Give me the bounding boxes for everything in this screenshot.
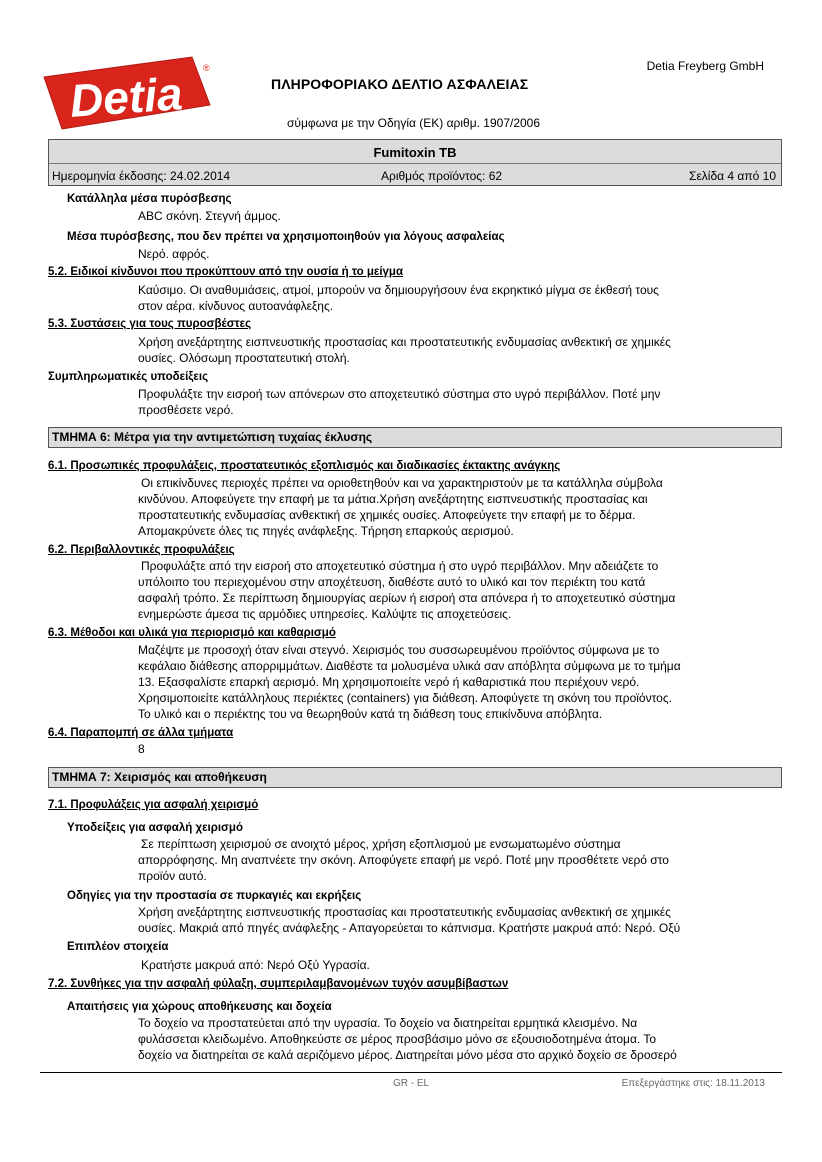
section-6-2-line: Προφυλάξτε από την εισροή στο αποχετευτικό σύστημα ή στο υγρό περιβάλλον. Μην αδειάζετε το	[141, 559, 659, 573]
svg-text:®: ®	[203, 63, 210, 73]
section-6-1-line: Οι επικίνδυνες περιοχές πρέπει να οριοθετηθούν και να χαρακτηριστούν με τα κατάλληλα σύμβολα	[141, 476, 663, 490]
page-number: Σελίδα 4 από 10	[689, 169, 776, 183]
section-6-4-text: 8	[138, 742, 145, 756]
section-7-2-heading: 7.2. Συνθήκες για την ασφαλή φύλαξη, συμπεριλαμβανομένων τυχόν ασυμβίβαστων	[48, 978, 509, 990]
section-5-2-heading: 5.2. Ειδικοί κίνδυνοι που προκύπτουν από την ουσία ή το μείγμα	[48, 266, 404, 278]
product-name: Fumitoxin TB	[373, 145, 457, 160]
section-5-3-line: ουσίες. Ολόσωμη προστατευτική στολή.	[138, 351, 350, 365]
section-6-title: ΤΜΗΜΑ 6: Μέτρα για την αντιμετώπιση τυχαίας έκλυσης	[48, 427, 782, 448]
svg-text:Detia: Detia	[68, 67, 185, 127]
section-6-3-line: Το υλικό και ο περιέκτης του να θεωρηθούν κατά τη διάθεση τους επικίνδυνα απόβλητα.	[138, 707, 603, 721]
product-number: Αριθμός προϊόντος: 62	[381, 169, 503, 183]
section-6-3-line: 13. Εξασφαλίστε επαρκή αερισμό. Μη χρησιμοποιείτε νερό ή καθαριστικά που περιέχουν νερό.	[138, 675, 640, 689]
supplementary-heading: Συμπληρωματικές υποδείξεις	[48, 371, 209, 383]
section-7-title: ΤΜΗΜΑ 7: Χειρισμός και αποθήκευση	[48, 767, 782, 788]
safe-handling-line: προϊόν αυτό.	[138, 869, 207, 883]
document-title: ΠΛΗΡΟΦΟΡΙΑΚΟ ΔΕΛΤΙΟ ΑΣΦΑΛΕΙΑΣ	[271, 76, 529, 92]
unsuitable-media-heading: Μέσα πυρόσβεσης, που δεν πρέπει να χρησιμοποιηθούν για λόγους ασφαλείας	[67, 231, 505, 243]
section-6-1-line: προστατευτικής ενδυμασίας ανθεκτική σε χημικές ουσίες. Αποφεύγετε την επαφή με το δέρμα.	[138, 508, 636, 522]
section-5-2-line: στον αέρα. κίνδυνος αυτοανάφλεξης.	[138, 299, 334, 313]
detia-logo	[40, 55, 212, 131]
footer-language-code: GR - EL	[393, 1078, 430, 1089]
product-header-box	[48, 139, 782, 186]
section-6-2-line: υπόλοιπο του περιεχομένου στην αποχέτευση, διαθέστε αυτό το υλικό και τον περιέκτη του κατά	[138, 575, 646, 589]
section-6-1-line: Απομακρύνετε όλες τις πηγές ανάφλεξης. Τήρηση επαρκούς αερισμού.	[138, 524, 514, 538]
footer-divider	[40, 1072, 782, 1073]
section-7-1-heading: 7.1. Προφυλάξεις για ασφαλή χειρισμό	[48, 799, 259, 811]
company-name: Detia Freyberg GmbH	[646, 59, 764, 73]
storage-line: φυλάσσεται κλειδωμένο. Αποθηκεύστε σε μέρος προσβάσιμο μόνο σε εξουσιοδοτημένα άτομα. Το	[138, 1032, 657, 1046]
footer-revised-date: Επεξεργάστηκε στις: 18.11.2013	[621, 1078, 765, 1089]
supplementary-line: Προφυλάξτε την εισροή των απόνερων στο αποχετευτικό σύστημα στο υγρό περιβάλλον. Ποτέ μην	[138, 387, 661, 401]
safe-handling-line: απορρόφησης. Μη αναπνέετε την σκόνη. Αποφύγετε επαφή με νερό. Ποτέ μην προσθέτετε νερό στο	[138, 853, 669, 867]
storage-heading: Απαιτήσεις για χώρους αποθήκευσης και δοχεία	[67, 1001, 332, 1013]
section-6-3-heading: 6.3. Μέθοδοι και υλικά για περιορισμό και καθαρισμό	[48, 627, 336, 639]
safe-handling-line: Σε περίπτωση χειρισμού σε ανοιχτό μέρος, χρήση εξοπλισμού με ενσωματωμένο σύστημα	[141, 837, 621, 851]
section-6-2-heading: 6.2. Περιβαλλοντικές προφυλάξεις	[48, 544, 235, 556]
issue-date: Ημερομηνία έκδοσης: 24.02.2014	[52, 169, 231, 183]
section-6-4-heading: 6.4. Παραπομπή σε άλλα τμήματα	[48, 727, 234, 739]
storage-line: Το δοχείο να προστατεύεται από την υγρασία. Το δοχείο να διατηρείται ερμητικά κλεισμένο. Να	[138, 1016, 638, 1030]
section-5-3-heading: 5.3. Συστάσεις για τους πυροσβέστες	[48, 318, 252, 330]
unsuitable-media-text: Νερό. αφρός.	[138, 247, 210, 261]
further-info-text: Κρατήστε μακρυά από: Νερό Οξύ Υγρασία.	[141, 958, 370, 972]
further-info-heading: Επιπλέον στοιχεία	[67, 941, 169, 953]
section-6-3-line: Μαζέψτε με προσοχή όταν είναι στεγνό. Χειρισμός του συσσωρευμένου προϊόντος σύμφωνα με το	[138, 643, 660, 657]
section-6-3-line: κεφάλαιο διάθεσης απορριμμάτων. Διαθέστε τα μολυσμένα υλικά σαν απόβλητα σύμφωνα με το τμήμα	[138, 659, 681, 673]
suitable-media-text: ABC σκόνη. Στεγνή άμμος.	[138, 209, 281, 223]
section-6-1-heading: 6.1. Προσωπικές προφυλάξεις, προστατευτικός εξοπλισμός και διαδικασίες έκτακτης ανάγκης	[48, 460, 561, 472]
section-6-2-line: ενημερώστε άμεσα τις αρμόδιες υπηρεσίες. Καλύψτε τις αποχετεύσεις.	[138, 607, 512, 621]
fire-protection-line: Χρήση ανεξάρτητης εισπνευστικής προστασίας και προστατευτικής ενδυμασίας ανθεκτική σε χημικές	[138, 905, 671, 919]
regulation-line: σύμφωνα με την Οδηγία (ΕΚ) αριθμ. 1907/2006	[287, 116, 541, 130]
section-6-3-line: Χρησιμοποιείτε κατάλληλους περιέκτες (containers) για διάθεση. Αποφύγετε τη σκόνη του προϊόντος.	[138, 691, 672, 705]
section-5-2-line: Καύσιμο. Οι αναθυμιάσεις, ατμοί, μπορούν να δημιουργήσουν ένα εκρηκτικό μίγμα σε έκθεσή τους	[138, 283, 659, 297]
storage-line: δοχείο να διατηρείται σε καλά αεριζόμενο μέρος. Διατηρείται μόνο μέσα στο αρχικό δοχείο σε δροσερό	[138, 1048, 677, 1062]
fire-protection-heading: Οδηγίες για την προστασία σε πυρκαγιές και εκρήξεις	[67, 890, 362, 902]
safe-handling-heading: Υποδείξεις για ασφαλή χειρισμό	[67, 822, 243, 834]
section-6-2-line: ασφαλή τρόπο. Σε περίπτωση δημιουργίας αερίων ή εισροή στα απόνερα ή το αποχετευτικό σύστημα	[138, 591, 676, 605]
section-5-3-line: Χρήση ανεξάρτητης εισπνευστικής προστασίας και προστατευτικής ενδυμασίας ανθεκτική σε χημικές	[138, 335, 671, 349]
supplementary-line: προσθέσετε νερό.	[138, 403, 234, 417]
suitable-media-heading: Κατάλληλα μέσα πυρόσβεσης	[67, 193, 232, 205]
section-6-1-line: κινδύνου. Αποφεύγετε την επαφή με τα μάτια.Χρήση ανεξάρτητης εισπνευστικής προστασίας και	[138, 492, 648, 506]
header-divider	[49, 163, 781, 164]
fire-protection-line: ουσίες. Μακριά από πηγές ανάφλεξης - Απαγορεύεται το κάπνισμα. Κρατήστε μακρυά από: Νερό. Οξύ	[138, 921, 681, 935]
